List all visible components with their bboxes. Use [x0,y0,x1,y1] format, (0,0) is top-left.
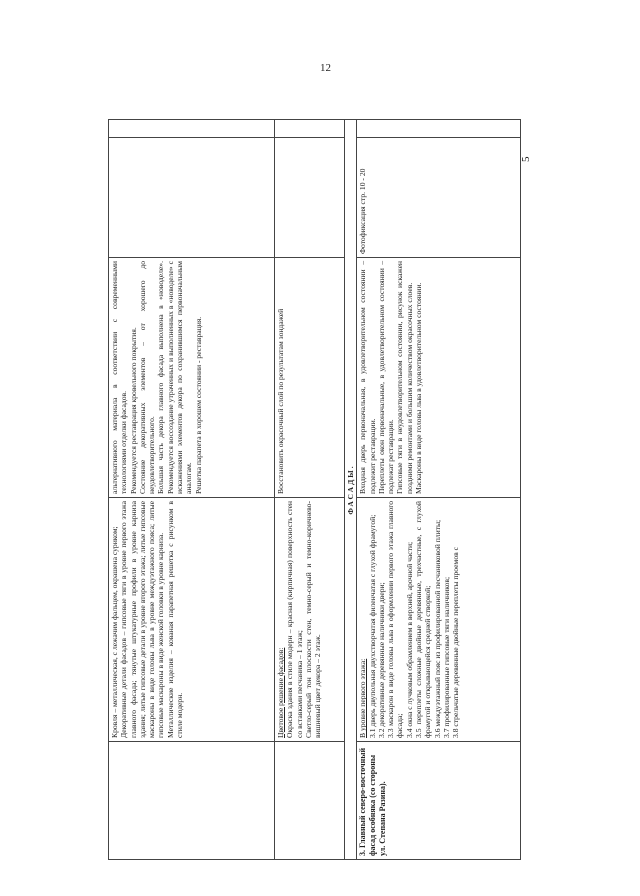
row2-description-cell [275,498,345,742]
facade-condition-cell [357,258,521,498]
side-page-number: 5 [520,156,532,162]
item-text: 3.4 окна с лучковым обрамлением в верхней, арочной части; [404,541,414,738]
condition-text: Входная дверь первоначальная, в удовлетворительном состоянии – подлежит реставрации. [358,261,377,494]
metal-text: Металлические изделия – кованая парапетная решетка с рисунком в стиле модерн. [165,501,185,738]
condition-text: альтернативного материала в соответствии с современными технологиями отделки фасадов. [110,261,129,494]
item-text: 3.8 стрельчатые деревянные двойные переплеты проемов с [451,547,461,738]
item-text: 3.7 профилированные гипсовые тяги наличников; [441,576,451,738]
item-text: 3.3 маскарон в виде головы льва в оформлении первого этажа главного фасада; [386,501,405,738]
table-row [109,120,275,860]
condition-text: Рекомендуется реставрация кровельного покрытия. [128,327,138,494]
condition-text: Решетка парапета в хорошем состоянии - реставрация. [193,316,203,494]
condition-text: Гипсовые тяги в неудовлетворительном состоянии, рисунок искажен поздними ремонтами и большим количеством окрасочных слоев. [395,261,414,494]
item-text: 3.5 переплеты сложные двойные деревянные, трехчастные, с глухой фрамугой и открывающейся средней створкой; [414,501,433,738]
row1-object-cell [109,742,275,860]
item-text: 3.1 дверь двупольная двухстворчатая филенчатая с глухой фрамугой; [367,514,377,738]
row1-condition-cell [109,258,275,498]
table-row [275,120,345,860]
rotated-table-sheet [108,120,520,860]
condition-text: Маскароны в виде головы льва в удовлетворительном состоянии. [414,282,424,494]
row1-description-cell [109,498,275,742]
first-floor-title: В уровне первого этажа: [358,658,368,738]
color-scheme-title: Цветовое решение фасадов: [276,647,285,738]
section-title: ФАСАДЫ. [345,120,357,860]
condition-text: Состояние декоративных элементов – от хорошего до неудовлетворительного. [137,261,157,494]
color-text: Светло-серый тон плоскости стен, темно-серый и темно-коричнево-вишневый цвет декора – 2 этаж. [303,501,323,738]
table-row [357,120,521,860]
section-row [345,120,357,860]
restoration-table [108,119,521,860]
photo-reference-cell: Фотофиксация стр. 10 - 20 [357,138,521,258]
row2-notes-cell [275,138,345,258]
row2-extra-cell [275,120,345,138]
item-text: 3.6 междуэтажный пояс из профилированной песчаниковой плиты; [432,519,442,738]
color-text: Окраска здания в стиле модерн – красная (кирпичная) поверхность стен со вставками песчаника – 1 этаж; [285,501,304,738]
facade-object-cell: 3. Главный северо-восточный фасад особняка (со стороны ул. Степана Разина). [357,742,521,860]
decor-text: Декоративные детали фасадов – гипсовые тяги в уровне первого этажа главного фасада; тянутые штукатурные профили в уровне карниза здания; литые гипсовые детали в уровне второго этажа; литые гипсовые маскароны в виде головы льва в уровне междуэтажного пояса; литые гипсовые маскароны в виде женской головки в уровне карниза. [119,501,166,738]
facade-description-cell [357,498,521,742]
item-text: 3.2 декоративные деревянные наличники двери; [376,582,386,738]
row2-object-cell [275,742,345,860]
row2-condition-cell [275,258,345,498]
condition-text: Восстановить окрасочный слой по результатам зондажей [276,308,285,494]
roof-text: Кровля – металлическая, с лежачим фальцем, окрашена суриком; [110,526,119,738]
condition-text: Переплеты окон первоначальные, в удовлетворительном состоянии – подлежат реставрации. [376,261,396,494]
row1-notes-cell [109,138,275,258]
facade-extra-cell [357,120,521,138]
row1-extra-cell [109,120,275,138]
condition-text: Большая часть декора главного фасада выполнена в «новоделе». Рекомендуется воссоздание утраченных и выполненных в «новоделе» с искажениями элементов декора по сохранившимся первоначальным аналогам. [156,261,194,494]
page-number: 12 [320,62,331,74]
